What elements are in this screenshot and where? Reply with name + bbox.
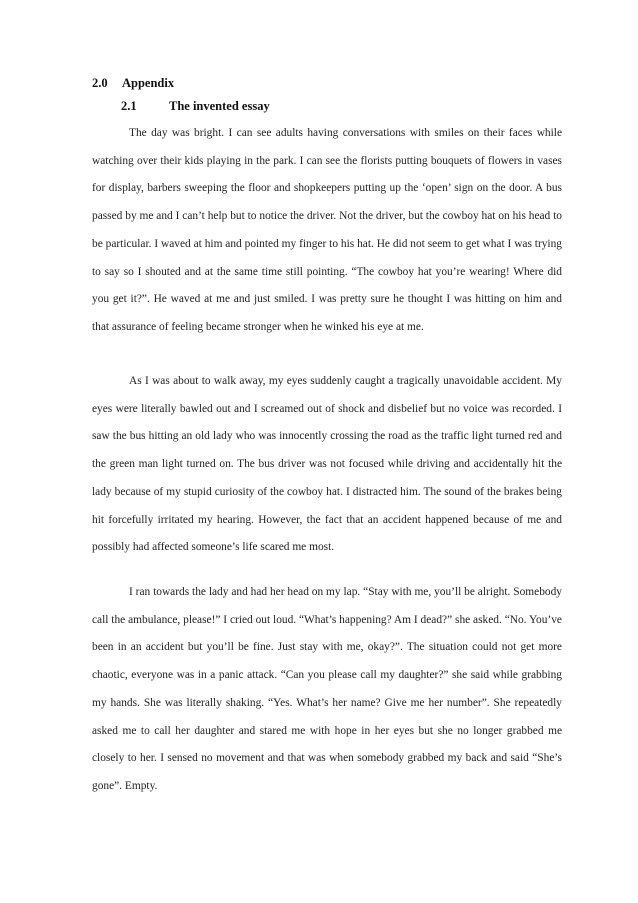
section-title: Appendix (122, 76, 175, 90)
paragraph-1: The day was bright. I can see adults having conversations with smiles on their faces while watching over their kids playing in the park. I can see the florists putting bouquets of flowers in vases for display, barbers sweeping the floor and shopkeepers putting up the ‘open’ sign on the door. A bus passed by me and I can’t help but to notice the driver. Not the driver, but the cowboy hat on his head to be particular. I waved at him and pointed my finger to his hat. He did not seem to get what I was trying to say so I shouted and at the same time still pointing. “The cowboy hat you’re wearing! Where did you get it?”. He waved at me and just smiled. I was pretty sure he thought I was hitting on him and that assurance of feeling became stronger when he winked his eye at me. (92, 127, 562, 333)
paragraph-3: I ran towards the lady and had her head on my lap. “Stay with me, you’ll be alright. Somebody call the ambulance, please!” I cried out loud. “What’s happening? Am I dead?” she asked. “No. You’ve been in an accident but you’ll be fine. Just stay with me, okay?”. The situation could not get more chaotic, everyone was in a panic attack. “Can you please call my daughter?” she said while grabbing my hands. She was literally shaking. “Yes. What’s her name? Give me her number”. She repeatedly asked me to call her daughter and stared me with hope in her eyes but she no longer grabbed me closely to her. I sensed no movement and that was when somebody grabbed my back and said “She’s gone”. Empty. (92, 586, 562, 792)
subsection-heading (121, 99, 371, 115)
paragraph-2: As I was about to walk away, my eyes suddenly caught a tragically unavoidable accident. My eyes were literally bawled out and I screamed out of shock and disbelief but no voice was recorded. I saw the bus hitting an old lady who was innocently crossing the road as the traffic light turned red and the green man light turned on. The bus driver was not focused while driving and accidentally hit the lady because of my stupid curiosity of the cowboy hat. I distracted him. The sound of the brakes being hit forcefully irritated my hearing. However, the fact that an accident happened because of me and possibly had affected someone’s life scared me most. (92, 375, 562, 554)
section-heading (92, 76, 292, 92)
subsection-title: The invented essay (169, 99, 270, 113)
section-number: 2.0 (92, 76, 108, 90)
subsection-number: 2.1 (121, 99, 137, 113)
